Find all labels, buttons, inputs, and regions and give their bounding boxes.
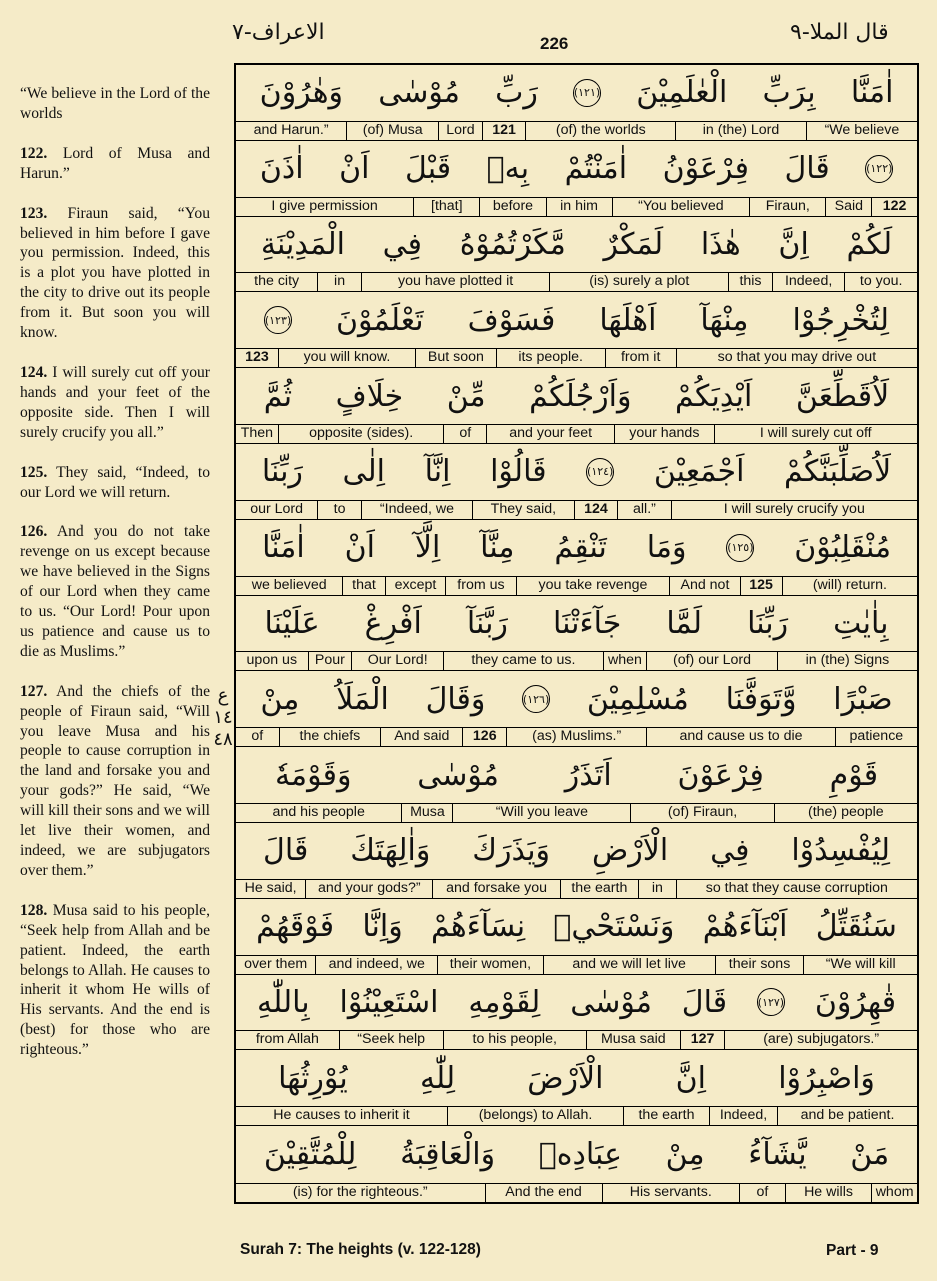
grid-row bbox=[236, 823, 917, 899]
verse-text: “We believe in the Lord of the worlds bbox=[20, 85, 210, 122]
gloss-cell: (of) Musa bbox=[346, 122, 438, 140]
grid-row bbox=[236, 899, 917, 975]
arabic-word: اِلَّآ bbox=[414, 530, 441, 566]
grid-row bbox=[236, 1050, 917, 1126]
arabic-word: يُوْرِثُهَا bbox=[278, 1060, 348, 1096]
gloss-cell: in (the) Signs bbox=[777, 652, 917, 670]
arabic-word: الْمَلَاُ bbox=[336, 681, 389, 717]
verse-text: I will surely cut off your hands and your feet of the opposite side. Then I will surely crucify you all.” bbox=[20, 363, 210, 441]
arabic-word: عِبَادِهٖ bbox=[538, 1137, 622, 1173]
arabic-word: يَّشَآءُ bbox=[748, 1137, 807, 1173]
gloss-cell: I will surely crucify you bbox=[671, 501, 917, 519]
arabic-word: صَبْرًا bbox=[833, 681, 893, 717]
translation-verse bbox=[20, 84, 210, 124]
gloss-cell: patience bbox=[835, 728, 917, 746]
gloss-cell: when bbox=[603, 652, 647, 670]
grid-row bbox=[236, 444, 917, 520]
verse-number-cell: 126 bbox=[462, 728, 506, 746]
arabic-word: مُنْقَلِبُوْنَ bbox=[794, 530, 892, 566]
arabic-word: لِتُخْرِجُوْا bbox=[792, 302, 889, 338]
verse-text: And you do not take revenge on us except because we have believed in the Signs of our Lord when they came to us. “Our Lord! Pour upon us patience and cause us to die as Muslims.” bbox=[20, 523, 210, 660]
gloss-cell: to you. bbox=[844, 273, 917, 291]
verse-number-cell: 121 bbox=[482, 122, 526, 140]
translation-verse bbox=[20, 363, 210, 443]
verse-number: 127. bbox=[20, 682, 48, 700]
verse-end-marker: (١٢٣) bbox=[264, 306, 292, 334]
arabic-line bbox=[236, 823, 917, 879]
arabic-word: لَمَكْرٌ bbox=[603, 226, 664, 262]
arabic-word: بِاللّٰهِ bbox=[257, 984, 310, 1020]
gloss-cell: and forsake you bbox=[432, 880, 559, 898]
gloss-cell: and Harun.” bbox=[253, 121, 329, 138]
gloss-cell: so that you may drive out bbox=[676, 349, 917, 367]
gloss-cell: the earth bbox=[560, 880, 638, 898]
gloss-cell: and indeed, we bbox=[315, 956, 437, 974]
arabic-word: قَالُوْا bbox=[490, 454, 547, 490]
english-gloss-line bbox=[236, 955, 917, 974]
arabic-word: فِي bbox=[382, 226, 423, 262]
ruku-mark: ع ١٤ ٤٨ bbox=[213, 685, 233, 750]
footer-part: Part - 9 bbox=[826, 1242, 879, 1259]
gloss-cell: “Seek help bbox=[339, 1031, 443, 1049]
translation-verse bbox=[20, 901, 210, 1060]
gloss-cell: But soon bbox=[415, 349, 496, 367]
arabic-word: بِاٰيٰتِ bbox=[833, 605, 889, 641]
arabic-word: وَاِنَّا bbox=[362, 909, 403, 945]
gloss-cell: in bbox=[317, 273, 361, 291]
arabic-word: مِنْ bbox=[260, 681, 300, 717]
gloss-cell: and your feet bbox=[486, 425, 614, 443]
gloss-cell: Lord bbox=[438, 122, 482, 140]
gloss-cell: in him bbox=[546, 198, 612, 216]
verse-end-marker: (١٢٥) bbox=[726, 534, 754, 562]
arabic-word: جَآءَتْنَا bbox=[552, 605, 622, 641]
page-header bbox=[0, 0, 937, 60]
arabic-word: اَهْلَهَا bbox=[599, 302, 657, 338]
arabic-word: الْاَرْضِ bbox=[591, 833, 669, 869]
arabic-word: سَنُقَتِّلُ bbox=[815, 909, 897, 945]
arabic-line bbox=[236, 747, 917, 803]
gloss-cell: of bbox=[251, 728, 264, 745]
arabic-word: اٰمَنَّا bbox=[850, 75, 894, 111]
juz-name: قال الملا-٩ bbox=[790, 20, 889, 45]
gloss-cell: you will know. bbox=[278, 349, 415, 367]
gloss-cell: from us bbox=[445, 577, 515, 595]
verse-end-marker: (١٢٢) bbox=[865, 155, 893, 183]
arabic-word: قَبْلَ bbox=[405, 151, 452, 187]
arabic-word: اِنَّ bbox=[778, 226, 809, 262]
translation-verse bbox=[20, 463, 210, 503]
gloss-cell: so that they cause corruption bbox=[676, 880, 917, 898]
gloss-cell: they came to us. bbox=[443, 652, 603, 670]
gloss-cell: “We will kill bbox=[803, 956, 917, 974]
arabic-word: فَوْقَهُمْ bbox=[256, 909, 335, 945]
english-gloss-line bbox=[236, 121, 917, 140]
arabic-word: اٰمَنْتُمْ bbox=[564, 151, 628, 187]
arabic-line bbox=[236, 1050, 917, 1106]
verse-number: 124. bbox=[20, 363, 48, 381]
english-gloss-line bbox=[236, 1106, 917, 1125]
arabic-word: فِي bbox=[710, 833, 750, 869]
english-gloss-line bbox=[236, 576, 917, 595]
arabic-word: ثُمَّ bbox=[263, 378, 293, 414]
gloss-cell: our Lord bbox=[250, 500, 304, 517]
arabic-word: قَالَ bbox=[681, 984, 728, 1020]
arabic-line bbox=[236, 520, 917, 576]
arabic-word: تَعْلَمُوْنَ bbox=[336, 302, 424, 338]
gloss-cell: your hands bbox=[614, 425, 713, 443]
arabic-word: بِهٖ bbox=[486, 151, 530, 187]
gloss-cell: and cause us to die bbox=[646, 728, 834, 746]
arabic-word: لِلّٰهِ bbox=[419, 1060, 456, 1096]
gloss-cell: all.” bbox=[617, 501, 670, 519]
arabic-word: هٰذَا bbox=[700, 226, 741, 262]
gloss-cell: He wills bbox=[785, 1184, 872, 1202]
gloss-cell: and we will let live bbox=[543, 956, 715, 974]
gloss-cell: Our Lord! bbox=[351, 652, 443, 670]
gloss-cell: their sons bbox=[715, 956, 804, 974]
arabic-word: قَالَ bbox=[784, 151, 830, 187]
gloss-cell: their women, bbox=[437, 956, 542, 974]
english-gloss-line bbox=[236, 803, 917, 822]
verse-end-marker: (١٢٦) bbox=[522, 685, 550, 713]
arabic-word: اٰذَنَ bbox=[259, 151, 304, 187]
arabic-word: اَتَذَرُ bbox=[564, 757, 612, 793]
arabic-word: اِنَّآ bbox=[424, 454, 451, 490]
arabic-word: فِرْعَوْنُ bbox=[662, 151, 749, 187]
arabic-word: وَنَسْتَحْيٖ bbox=[553, 909, 675, 945]
verse-number: 122. bbox=[20, 144, 48, 162]
gloss-cell: “Will you leave bbox=[452, 804, 630, 822]
grid-row bbox=[236, 292, 917, 368]
arabic-word: مِّنْ bbox=[446, 378, 486, 414]
gloss-cell: And the end bbox=[485, 1184, 602, 1202]
gloss-cell: They said, bbox=[472, 501, 574, 519]
gloss-cell: (are) subjugators.” bbox=[724, 1031, 917, 1049]
english-gloss-line bbox=[236, 651, 917, 670]
gloss-cell: in bbox=[638, 880, 676, 898]
arabic-line bbox=[236, 444, 917, 500]
arabic-word: وَمَا bbox=[646, 530, 687, 566]
gloss-cell: He causes to inherit it bbox=[273, 1107, 410, 1124]
gloss-cell: (the) people bbox=[774, 804, 917, 822]
arabic-word: الْمَدِيْنَةِ bbox=[260, 226, 345, 262]
gloss-cell: its people. bbox=[496, 349, 605, 367]
arabic-word: لَمَّا bbox=[666, 605, 702, 641]
gloss-cell: before bbox=[479, 198, 545, 216]
grid-row bbox=[236, 596, 917, 672]
arabic-word: لِيُفْسِدُوْا bbox=[791, 833, 891, 869]
grid-row bbox=[236, 141, 917, 217]
arabic-word: مَّكَرْتُمُوْهُ bbox=[459, 226, 566, 262]
gloss-cell: and his people bbox=[272, 803, 365, 820]
english-gloss-line bbox=[236, 424, 917, 443]
arabic-word: خِلَافٍ bbox=[335, 378, 404, 414]
arabic-word: اِنَّ bbox=[675, 1060, 707, 1096]
arabic-line bbox=[236, 671, 917, 727]
arabic-word: اَجْمَعِيْنَ bbox=[653, 454, 745, 490]
arabic-word: وَقَوْمَهٗ bbox=[274, 757, 352, 793]
arabic-word: اِلٰى bbox=[342, 454, 386, 490]
gloss-cell: Said bbox=[825, 198, 871, 216]
grid-row bbox=[236, 520, 917, 596]
gloss-cell: (will) return. bbox=[782, 577, 917, 595]
gloss-cell: Musa said bbox=[586, 1031, 680, 1049]
verse-number-cell: 127 bbox=[680, 1031, 725, 1049]
gloss-cell: (as) Muslims.” bbox=[506, 728, 646, 746]
gloss-cell: And not bbox=[669, 577, 739, 595]
verse-number: 123. bbox=[20, 204, 48, 222]
arabic-word: مَنْ bbox=[850, 1137, 890, 1173]
verse-number-cell: 123 bbox=[245, 349, 269, 366]
verse-text: Lord of Musa and Harun.” bbox=[20, 144, 210, 182]
translation-verse bbox=[20, 204, 210, 343]
gloss-cell: and your gods?” bbox=[305, 880, 432, 898]
arabic-word: رَبَّنَآ bbox=[466, 605, 508, 641]
footer-title: Surah 7: The heights (v. 122-128) bbox=[240, 1241, 481, 1258]
arabic-line bbox=[236, 368, 917, 424]
arabic-word: فِرْعَوْنَ bbox=[677, 757, 764, 793]
grid-row bbox=[236, 747, 917, 823]
gloss-cell: opposite (sides). bbox=[278, 425, 444, 443]
verse-number: 125. bbox=[20, 463, 48, 481]
gloss-cell: Firaun, bbox=[749, 198, 825, 216]
arabic-word: وَاٰلِهَتَكَ bbox=[350, 833, 431, 869]
grid-row bbox=[236, 368, 917, 444]
arabic-word: مُسْلِمِيْنَ bbox=[586, 681, 689, 717]
gloss-cell: this bbox=[728, 273, 772, 291]
arabic-line bbox=[236, 65, 917, 121]
verse-number: 128. bbox=[20, 901, 48, 919]
arabic-word: عَلَيْنَا bbox=[264, 605, 320, 641]
translation-verse bbox=[20, 144, 210, 184]
gloss-cell: (of) Firaun, bbox=[630, 804, 773, 822]
gloss-cell: (belongs) to Allah. bbox=[447, 1107, 623, 1125]
gloss-cell: “You believed bbox=[612, 198, 749, 216]
arabic-word: وَاصْبِرُوْا bbox=[778, 1060, 875, 1096]
verse-end-marker: (١٢٤) bbox=[586, 458, 614, 486]
arabic-line bbox=[236, 899, 917, 955]
gloss-cell: from it bbox=[605, 349, 676, 367]
arabic-word: مِنْ bbox=[665, 1137, 705, 1173]
arabic-word: لَاُقَطِّعَنَّ bbox=[795, 378, 890, 414]
gloss-cell: of bbox=[443, 425, 486, 443]
gloss-cell: we believed bbox=[251, 576, 327, 593]
english-gloss-line bbox=[236, 1183, 917, 1202]
verse-text: Musa said to his people, “Seek help from Allah and be patient. Indeed, the earth belongs to Allah. He causes to inherit it whom He wills of His servants. And the end is (best) for those who are righteous.” bbox=[20, 901, 211, 1059]
gloss-cell: (of) our Lord bbox=[646, 652, 777, 670]
gloss-cell: you take revenge bbox=[516, 577, 670, 595]
gloss-cell: over them bbox=[244, 955, 308, 972]
gloss-cell: (is) surely a plot bbox=[549, 273, 728, 291]
translation-column bbox=[20, 84, 210, 1080]
english-gloss-line bbox=[236, 727, 917, 746]
page-number: 226 bbox=[540, 34, 569, 53]
arabic-word: وَالْعَاقِبَةُ bbox=[400, 1137, 496, 1173]
arabic-word: بِرَبِّ bbox=[762, 75, 816, 111]
arabic-word: اَنْ bbox=[344, 530, 375, 566]
gloss-cell: that bbox=[342, 577, 384, 595]
arabic-word: لِقَوْمِهِ bbox=[468, 984, 541, 1020]
gloss-cell: to his people, bbox=[443, 1031, 586, 1049]
verse-number: 126. bbox=[20, 523, 48, 541]
verse-text: And the chiefs of the people of Firaun said, “Will you leave Musa and his people to cause corruption in the land and forsake you and your gods?” He said, “We will kill their sons and we will let live their women, and indeed, we are subjugators over them.” bbox=[20, 682, 210, 879]
gloss-cell: (is) for the righteous.” bbox=[292, 1183, 428, 1200]
gloss-cell: (of) the worlds bbox=[525, 122, 675, 140]
arabic-word: رَبِّ bbox=[495, 75, 538, 111]
gloss-cell: and be patient. bbox=[777, 1107, 917, 1125]
arabic-word: وَهٰرُوْنَ bbox=[259, 75, 344, 111]
arabic-word: مُوْسٰى bbox=[570, 984, 652, 1020]
word-by-word-grid bbox=[234, 63, 919, 1204]
grid-row bbox=[236, 217, 917, 293]
english-gloss-line bbox=[236, 879, 917, 898]
gloss-cell: “We believe bbox=[806, 122, 917, 140]
english-gloss-line bbox=[236, 500, 917, 519]
gloss-cell: to bbox=[317, 501, 361, 519]
arabic-word: رَبِّنَا bbox=[261, 454, 303, 490]
english-gloss-line bbox=[236, 197, 917, 216]
arabic-word: مُوْسٰى bbox=[378, 75, 460, 111]
verse-number-cell: 122 bbox=[871, 198, 917, 216]
gloss-cell: I will surely cut off bbox=[714, 425, 917, 443]
gloss-cell: of bbox=[739, 1184, 785, 1202]
arabic-word: قٰهِرُوْنَ bbox=[814, 984, 897, 1020]
arabic-word: تَنْقِمُ bbox=[554, 530, 607, 566]
arabic-word: رَبِّنَا bbox=[747, 605, 789, 641]
gloss-cell: Indeed, bbox=[709, 1107, 777, 1125]
gloss-cell: you have plotted it bbox=[361, 273, 549, 291]
arabic-line bbox=[236, 1126, 917, 1183]
grid-row bbox=[236, 1126, 917, 1202]
arabic-line bbox=[236, 292, 917, 348]
arabic-word: اَفْرِغْ bbox=[364, 605, 422, 641]
arabic-word: الْاَرْضَ bbox=[527, 1060, 604, 1096]
arabic-word: لَاُصَلِّبَنَّكُمْ bbox=[784, 454, 892, 490]
arabic-word: مِنَّآ bbox=[480, 530, 515, 566]
arabic-line bbox=[236, 596, 917, 652]
arabic-word: اٰمَنَّا bbox=[262, 530, 305, 566]
verse-text: Firaun said, “You believed in him before I gave you permission. Indeed, this is a plot you have plotted in the city to drive out its people from it. But soon you will know. bbox=[20, 204, 210, 342]
gloss-cell: Musa bbox=[401, 804, 452, 822]
gloss-cell: [that] bbox=[413, 198, 479, 216]
verse-text: They said, “Indeed, to our Lord we will return. bbox=[20, 463, 210, 501]
gloss-cell: the chiefs bbox=[279, 728, 381, 746]
verse-number-cell: 125 bbox=[740, 577, 782, 595]
translation-verse bbox=[20, 682, 210, 881]
arabic-word: الْعٰلَمِيْنَ bbox=[636, 75, 728, 111]
arabic-word: لِلْمُتَّقِيْنَ bbox=[263, 1137, 357, 1173]
english-gloss-line bbox=[236, 1030, 917, 1049]
verse-number-cell: 124 bbox=[574, 501, 618, 519]
grid-row bbox=[236, 65, 917, 141]
arabic-word: اَبْنَآءَهُمْ bbox=[702, 909, 788, 945]
gloss-cell: His servants. bbox=[602, 1184, 739, 1202]
arabic-word: قَوْمِ bbox=[829, 757, 879, 793]
surah-name: الاعراف-٧ bbox=[232, 20, 325, 45]
arabic-word: اَيْدِيَكُمْ bbox=[675, 378, 753, 414]
arabic-word: وَقَالَ bbox=[425, 681, 486, 717]
gloss-cell: “Indeed, we bbox=[361, 501, 472, 519]
arabic-line bbox=[236, 141, 917, 197]
arabic-word: اسْتَعِيْنُوْا bbox=[339, 984, 439, 1020]
arabic-word: وَّتَوَفَّنَا bbox=[725, 681, 797, 717]
verse-end-marker: (١٢١) bbox=[573, 79, 601, 107]
gloss-cell: I give permission bbox=[271, 197, 378, 214]
gloss-cell: in (the) Lord bbox=[675, 122, 806, 140]
arabic-word: مِنْهَآ bbox=[700, 302, 749, 338]
gloss-cell: the city bbox=[254, 273, 300, 290]
english-gloss-line bbox=[236, 272, 917, 291]
arabic-word: فَسَوْفَ bbox=[467, 302, 556, 338]
gloss-cell: He said, bbox=[244, 879, 297, 896]
verse-end-marker: (١٢٧) bbox=[757, 988, 785, 1016]
gloss-cell: Then bbox=[240, 424, 274, 441]
gloss-cell: And said bbox=[380, 728, 462, 746]
translation-verse bbox=[20, 522, 210, 661]
arabic-word: نِسَآءَهُمْ bbox=[430, 909, 526, 945]
gloss-cell: the earth bbox=[623, 1107, 709, 1125]
arabic-word: مُوْسٰى bbox=[417, 757, 499, 793]
arabic-word: وَاَرْجُلَكُمْ bbox=[529, 378, 632, 414]
arabic-line bbox=[236, 975, 917, 1031]
arabic-line bbox=[236, 217, 917, 273]
arabic-word: اَنْ bbox=[339, 151, 370, 187]
gloss-cell: Indeed, bbox=[772, 273, 845, 291]
gloss-cell: except bbox=[385, 577, 446, 595]
gloss-cell: from Allah bbox=[255, 1031, 319, 1048]
gloss-cell: upon us bbox=[246, 652, 298, 669]
gloss-cell: Pour bbox=[308, 652, 352, 670]
gloss-cell: whom bbox=[871, 1184, 917, 1202]
grid-row bbox=[236, 975, 917, 1051]
english-gloss-line bbox=[236, 348, 917, 367]
arabic-word: قَالَ bbox=[263, 833, 309, 869]
grid-row bbox=[236, 671, 917, 747]
arabic-word: لَكُمْ bbox=[846, 226, 893, 262]
arabic-word: وَيَذَرَكَ bbox=[472, 833, 551, 869]
